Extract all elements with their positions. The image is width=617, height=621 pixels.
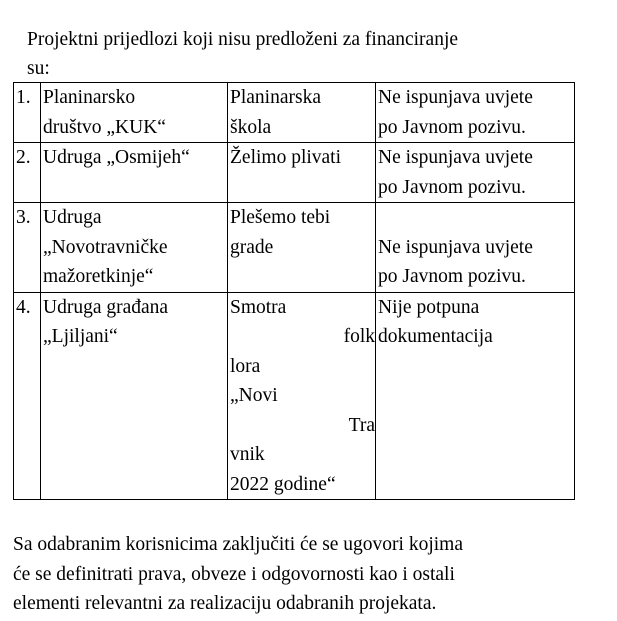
project-cell xyxy=(228,292,376,500)
reason-cell xyxy=(376,143,575,203)
project-line: 2022 godine“ xyxy=(230,473,336,495)
organization-cell xyxy=(41,203,228,293)
reason-line: dokumentacija xyxy=(378,326,493,347)
project-cell xyxy=(228,203,376,293)
row-number: 1. xyxy=(16,87,31,108)
project-line: Smotra xyxy=(230,296,287,318)
reason-line: Ne ispunjava uvjete xyxy=(378,236,533,258)
reason-line: Ne ispunjava uvjete xyxy=(378,87,533,108)
organization-line: „Ljiljani“ xyxy=(43,326,118,347)
table-row xyxy=(14,83,575,143)
organization-cell xyxy=(41,83,228,143)
row-number: 3. xyxy=(16,207,31,228)
organization-line: Udruga xyxy=(43,207,102,228)
reason-cell xyxy=(376,292,575,500)
row-number: 4. xyxy=(16,296,31,318)
closing-line-3: elementi relevantni za realizaciju odabranih projekata. xyxy=(13,593,437,614)
intro-line-2: su: xyxy=(27,58,50,79)
reason-line: Nije potpuna xyxy=(378,296,480,318)
organization-cell xyxy=(41,143,228,203)
project-line: grade xyxy=(230,236,274,258)
reason-line: po Javnom pozivu. xyxy=(378,176,526,198)
project-line: Tra xyxy=(348,414,375,436)
reason-line: po Javnom pozivu. xyxy=(378,116,526,138)
intro-paragraph xyxy=(27,25,587,83)
project-line: škola xyxy=(230,116,272,138)
row-number-cell xyxy=(14,292,41,500)
project-line: Plešemo tebi xyxy=(230,207,331,228)
table-row xyxy=(14,203,575,293)
rejected-projects-table xyxy=(13,82,575,500)
project-cell xyxy=(228,143,376,203)
closing-line-2: će se definitrati prava, obveze i odgovornosti kao i ostali xyxy=(13,563,455,585)
organization-line: Udruga građana xyxy=(43,296,169,318)
row-number-cell xyxy=(14,143,41,203)
project-line: vnik xyxy=(230,444,265,465)
project-line: folk xyxy=(343,326,375,347)
reason-cell xyxy=(376,203,575,293)
project-line: „Novi xyxy=(230,385,278,406)
reason-line: Ne ispunjava uvjete xyxy=(378,147,533,168)
organization-line: društvo „KUK“ xyxy=(43,116,166,138)
project-line: Planinarska xyxy=(230,87,321,108)
row-number-cell xyxy=(14,203,41,293)
table-row xyxy=(14,292,575,500)
row-number-cell xyxy=(14,83,41,143)
organization-cell xyxy=(41,292,228,500)
intro-line-1: Projektni prijedlozi koji nisu predloženi za financiranje xyxy=(27,29,459,50)
reason-cell xyxy=(376,83,575,143)
organization-line: „Novotravničke xyxy=(43,236,168,258)
reason-line: po Javnom pozivu. xyxy=(378,266,526,287)
reason-spacer xyxy=(378,203,574,233)
closing-line-1: Sa odabranim korisnicima zaključiti će se ugovori kojima xyxy=(13,534,464,555)
organization-line: Udruga „Osmijeh“ xyxy=(43,147,190,168)
table-row xyxy=(14,143,575,203)
closing-paragraph xyxy=(13,530,608,619)
organization-line: Planinarsko xyxy=(43,87,136,108)
organization-line: mažoretkinje“ xyxy=(43,266,154,287)
project-line: lora xyxy=(230,355,261,377)
project-line: Želimo plivati xyxy=(230,147,342,168)
row-number: 2. xyxy=(16,147,31,168)
project-cell xyxy=(228,83,376,143)
